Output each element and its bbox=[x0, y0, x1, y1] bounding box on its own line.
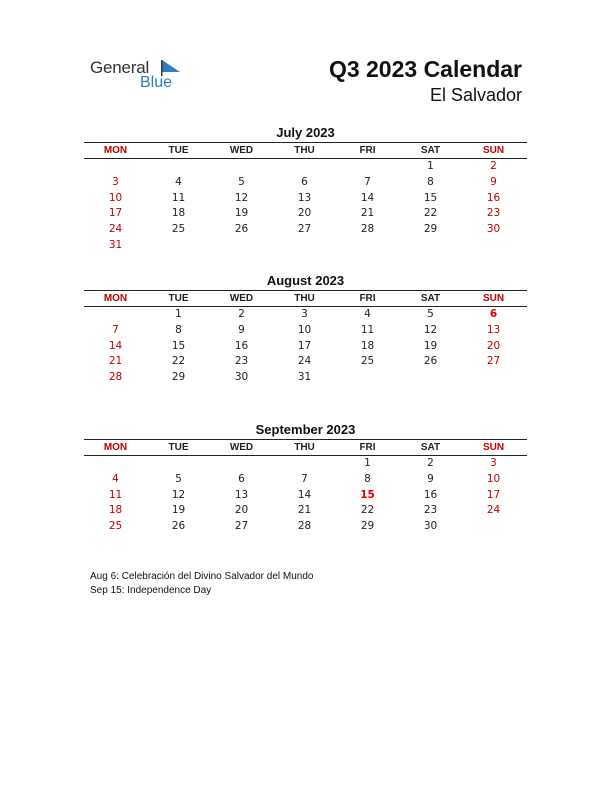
empty-day-cell bbox=[273, 456, 336, 472]
week-row bbox=[84, 206, 527, 222]
day-cell: 31 bbox=[297, 371, 312, 384]
week-row bbox=[84, 307, 527, 323]
day-cell: 7 bbox=[112, 323, 119, 336]
day-cell: 10 bbox=[486, 472, 501, 485]
month-title: August 2023 bbox=[266, 273, 345, 288]
day-cell: 16 bbox=[486, 191, 501, 204]
generalblue-logo bbox=[90, 58, 200, 98]
day-cell: 15 bbox=[423, 191, 438, 204]
weekday-label: THU bbox=[294, 293, 315, 304]
day-cell: 10 bbox=[297, 323, 312, 336]
day-cell: 9 bbox=[238, 323, 245, 336]
day-cell: 18 bbox=[171, 207, 186, 220]
holiday-item: Sep 15: Independence Day bbox=[90, 585, 212, 596]
empty-day-cell bbox=[399, 238, 462, 254]
week-row bbox=[84, 456, 527, 472]
weekday-label: WED bbox=[229, 293, 254, 304]
day-cell: 4 bbox=[175, 175, 182, 188]
weekday-label: TUE bbox=[168, 145, 189, 156]
day-cell: 2 bbox=[490, 160, 497, 172]
week-row bbox=[84, 503, 527, 519]
week-row bbox=[84, 175, 527, 191]
day-cell: 7 bbox=[364, 175, 371, 188]
day-cell: 22 bbox=[171, 355, 186, 368]
day-cell: 31 bbox=[108, 238, 123, 251]
day-cell: 25 bbox=[360, 355, 375, 368]
day-cell: 2 bbox=[238, 308, 245, 320]
week-row bbox=[84, 339, 527, 355]
day-cell: 20 bbox=[234, 504, 249, 517]
day-cell: 8 bbox=[364, 472, 371, 485]
day-cell: 1 bbox=[364, 457, 371, 469]
day-cell: 1 bbox=[427, 160, 434, 172]
weekday-label: TUE bbox=[168, 293, 189, 304]
week-row bbox=[84, 472, 527, 488]
day-cell: 15 bbox=[171, 339, 186, 352]
day-cell: 18 bbox=[360, 339, 375, 352]
day-cell: 3 bbox=[112, 175, 119, 188]
day-cell: 3 bbox=[301, 308, 308, 320]
empty-day-cell bbox=[84, 307, 147, 323]
day-cell: 19 bbox=[171, 504, 186, 517]
day-cell: 14 bbox=[360, 191, 375, 204]
holiday-item: Aug 6: Celebración del Divino Salvador del Mundo bbox=[90, 571, 314, 582]
day-cell: 24 bbox=[486, 504, 501, 517]
weekday-label: FRI bbox=[359, 442, 376, 453]
country-name: El Salvador bbox=[429, 85, 522, 105]
logo-blue-text: Blue bbox=[140, 74, 173, 91]
weekday-header-row bbox=[84, 291, 527, 306]
day-cell: 16 bbox=[234, 339, 249, 352]
week-row bbox=[84, 238, 527, 254]
day-cell: 26 bbox=[234, 223, 249, 236]
week-row bbox=[84, 519, 527, 535]
empty-day-cell bbox=[147, 456, 210, 472]
day-cell: 14 bbox=[297, 488, 312, 501]
weekday-header-row bbox=[84, 143, 527, 158]
empty-day-cell bbox=[462, 238, 525, 254]
day-cell: 23 bbox=[423, 504, 438, 517]
day-cell: 17 bbox=[486, 488, 501, 501]
day-cell: 15 bbox=[360, 488, 375, 501]
empty-day-cell bbox=[210, 238, 273, 254]
empty-day-cell bbox=[399, 370, 462, 386]
empty-day-cell bbox=[84, 159, 147, 175]
empty-day-cell bbox=[273, 159, 336, 175]
weekday-label: FRI bbox=[359, 145, 376, 156]
weekday-label: FRI bbox=[359, 293, 376, 304]
day-cell: 21 bbox=[108, 355, 123, 368]
weekday-label: SAT bbox=[420, 442, 441, 453]
weekday-label: WED bbox=[229, 442, 254, 453]
week-row bbox=[84, 488, 527, 504]
day-cell: 17 bbox=[297, 339, 312, 352]
day-cell: 30 bbox=[423, 520, 438, 533]
month-title: September 2023 bbox=[255, 422, 356, 437]
day-cell: 30 bbox=[486, 223, 501, 236]
day-cell: 12 bbox=[171, 488, 186, 501]
day-cell: 17 bbox=[108, 207, 123, 220]
day-cell: 29 bbox=[423, 223, 438, 236]
day-cell: 12 bbox=[423, 323, 438, 336]
day-cell: 28 bbox=[360, 223, 375, 236]
day-cell: 16 bbox=[423, 488, 438, 501]
day-cell: 24 bbox=[297, 355, 312, 368]
day-cell: 2 bbox=[427, 457, 434, 469]
day-cell: 29 bbox=[171, 371, 186, 384]
day-cell: 5 bbox=[427, 308, 434, 320]
month-calendar bbox=[84, 272, 527, 386]
day-cell: 22 bbox=[360, 504, 375, 517]
empty-day-cell bbox=[273, 238, 336, 254]
day-cell: 29 bbox=[360, 520, 375, 533]
month-calendar bbox=[84, 421, 527, 535]
day-cell: 27 bbox=[486, 355, 501, 368]
day-cell: 27 bbox=[297, 223, 312, 236]
page-title: Q3 2023 Calendar bbox=[328, 56, 522, 82]
day-cell: 22 bbox=[423, 207, 438, 220]
empty-day-cell bbox=[210, 456, 273, 472]
day-cell: 11 bbox=[171, 191, 186, 204]
weekday-label: SAT bbox=[420, 145, 441, 156]
day-cell: 18 bbox=[108, 504, 123, 517]
day-cell: 6 bbox=[301, 175, 308, 188]
day-cell: 9 bbox=[427, 472, 434, 485]
day-cell: 11 bbox=[360, 323, 375, 336]
day-cell: 5 bbox=[175, 472, 182, 485]
day-cell: 8 bbox=[175, 323, 182, 336]
day-cell: 26 bbox=[423, 355, 438, 368]
day-cell: 9 bbox=[490, 175, 497, 188]
day-cell: 4 bbox=[364, 308, 371, 320]
weekday-label: THU bbox=[294, 145, 315, 156]
weekday-label: SUN bbox=[482, 145, 505, 156]
day-cell: 28 bbox=[108, 371, 123, 384]
empty-day-cell bbox=[147, 238, 210, 254]
day-cell: 13 bbox=[234, 488, 249, 501]
day-cell: 12 bbox=[234, 191, 249, 204]
day-cell: 1 bbox=[175, 308, 182, 320]
day-cell: 23 bbox=[234, 355, 249, 368]
weekday-label: TUE bbox=[168, 442, 189, 453]
day-cell: 5 bbox=[238, 175, 245, 188]
weekday-label: MON bbox=[103, 442, 128, 453]
weekday-header-row bbox=[84, 440, 527, 455]
day-cell: 27 bbox=[234, 520, 249, 533]
week-row bbox=[84, 191, 527, 207]
day-cell: 8 bbox=[427, 175, 434, 188]
day-cell: 28 bbox=[297, 520, 312, 533]
day-cell: 25 bbox=[171, 223, 186, 236]
day-cell: 6 bbox=[238, 472, 245, 485]
empty-day-cell bbox=[336, 238, 399, 254]
week-row bbox=[84, 354, 527, 370]
day-cell: 6 bbox=[489, 308, 498, 320]
week-row bbox=[84, 159, 527, 175]
weekday-label: SUN bbox=[482, 442, 505, 453]
empty-day-cell bbox=[210, 159, 273, 175]
day-cell: 21 bbox=[360, 207, 375, 220]
day-cell: 14 bbox=[108, 339, 123, 352]
day-cell: 7 bbox=[301, 472, 308, 485]
weekday-label: THU bbox=[294, 442, 315, 453]
day-cell: 26 bbox=[171, 520, 186, 533]
day-cell: 25 bbox=[108, 520, 123, 533]
empty-day-cell bbox=[336, 159, 399, 175]
day-cell: 23 bbox=[486, 207, 501, 220]
month-calendar bbox=[84, 124, 527, 254]
day-cell: 13 bbox=[297, 191, 312, 204]
day-cell: 19 bbox=[423, 339, 438, 352]
holiday-list bbox=[90, 570, 313, 598]
empty-day-cell bbox=[462, 370, 525, 386]
empty-day-cell bbox=[147, 159, 210, 175]
day-cell: 19 bbox=[234, 207, 249, 220]
weekday-label: MON bbox=[103, 293, 128, 304]
day-cell: 20 bbox=[486, 339, 501, 352]
day-cell: 21 bbox=[297, 504, 312, 517]
weekday-label: SUN bbox=[482, 293, 505, 304]
day-cell: 20 bbox=[297, 207, 312, 220]
day-cell: 30 bbox=[234, 371, 249, 384]
weekday-label: WED bbox=[229, 145, 254, 156]
weekday-label: MON bbox=[103, 145, 128, 156]
day-cell: 10 bbox=[108, 191, 123, 204]
empty-day-cell bbox=[336, 370, 399, 386]
day-cell: 11 bbox=[108, 488, 123, 501]
day-cell: 13 bbox=[486, 323, 501, 336]
weekday-label: SAT bbox=[420, 293, 441, 304]
day-cell: 3 bbox=[490, 457, 497, 469]
empty-day-cell bbox=[462, 519, 525, 535]
week-row bbox=[84, 323, 527, 339]
week-row bbox=[84, 222, 527, 238]
day-cell: 4 bbox=[112, 472, 119, 485]
month-title: July 2023 bbox=[276, 125, 335, 140]
week-row bbox=[84, 370, 527, 386]
logo-general-text: General bbox=[90, 58, 150, 77]
day-cell: 24 bbox=[108, 223, 123, 236]
empty-day-cell bbox=[84, 456, 147, 472]
